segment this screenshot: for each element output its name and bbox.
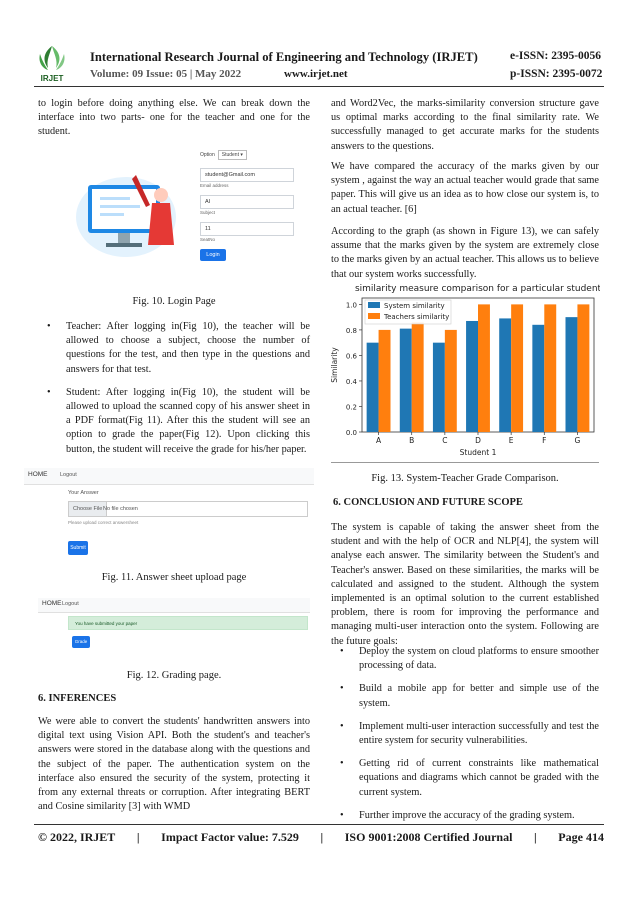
bar-teacher	[445, 330, 457, 432]
list-item: • Implement multi-user interaction successfully and test the entire system for security vulnerabilities.	[340, 720, 599, 747]
x-tick-label: D	[475, 436, 481, 445]
choose-file-button[interactable]: Choose File	[69, 502, 107, 516]
nav-home[interactable]: HOME	[42, 600, 62, 607]
no-file-text: No file chosen	[103, 506, 138, 512]
goal-item: Further improve the accuracy of the grading system.	[359, 809, 575, 821]
bar-teacher	[379, 330, 391, 432]
page-footer	[38, 830, 604, 845]
inferences-paragraph: We were able to convert the students' handwritten answers into digital text using Vision API. Both the student's and teacher's answers were stored in the database along with the questions and the subject of the paper. The authentication system on the interface also ensured the security of the system, protecting it from any external threats or corruption. After integrating BERT and Cosine similarity [3] with WMD	[38, 716, 310, 813]
list-item: • Getting rid of current constraints like mathematical equations and diagrams which cannot be graded with the current system.	[340, 758, 599, 798]
journal-title: International Research Journal of Engineering and Technology (IRJET)	[90, 50, 478, 64]
results-paragraph-2: We have compared the accuracy of the marks given by our system , against the way an actual teacher would grade that same paper. This will give us an idea as to how close our system is, to an actual teacher. [6]	[331, 161, 599, 215]
navbar	[38, 598, 310, 613]
role-select[interactable]: Student ▾	[218, 150, 247, 160]
grading-page-screenshot	[38, 598, 310, 652]
bar-teacher	[577, 304, 589, 432]
x-tick-label: A	[376, 436, 382, 445]
email-field[interactable]: student@Gmail.com	[200, 168, 294, 182]
nav-home[interactable]: HOME	[28, 471, 48, 478]
bar-system	[433, 343, 445, 432]
login-form	[200, 150, 308, 261]
goal-item: Deploy the system on cloud platforms to ensure smoother processing of data.	[359, 646, 599, 672]
fig10-caption: Fig. 10. Login Page	[132, 296, 216, 307]
login-illustration	[66, 155, 186, 270]
fig13-caption: Fig. 13. System-Teacher Grade Comparison.	[371, 473, 559, 484]
y-tick-label: 0.6	[345, 352, 357, 361]
similarity-chart-svg	[328, 280, 600, 458]
legend-swatch	[368, 313, 380, 319]
x-tick-label: E	[508, 436, 514, 445]
y-axis-label: Similarity	[330, 347, 339, 383]
inferences-heading: 6. INFERENCES	[38, 693, 117, 704]
success-alert: You have submitted your paper	[68, 616, 308, 630]
irjet-logo	[34, 44, 70, 84]
role-bullets	[38, 320, 310, 466]
y-tick-label: 0.2	[345, 403, 357, 412]
legend-label: Teachers similarity	[384, 313, 450, 321]
bar-teacher	[511, 304, 523, 432]
volume-issue: Volume: 09 Issue: 05 | May 2022	[90, 68, 242, 80]
x-tick-label: G	[574, 436, 581, 445]
email-label: Email address	[200, 183, 229, 188]
intro-paragraph: to login before doing anything else. We can break down the interface into two parts- one for the teacher and one for the student.	[38, 98, 310, 138]
seatno-label: SeatNo	[200, 237, 216, 242]
list-item: • Build a mobile app for better and simple use of the system.	[340, 683, 599, 709]
y-tick-label: 1.0	[345, 301, 357, 310]
footer-impact: Impact Factor value: 7.529	[161, 830, 299, 844]
e-issn: e-ISSN: 2395-0056	[510, 50, 602, 62]
similarity-chart	[328, 280, 600, 458]
bar-system	[532, 325, 544, 432]
nav-logout[interactable]: Logout	[60, 472, 77, 478]
list-item: • Deploy the system on cloud platforms to ensure smoother processing of data.	[340, 646, 599, 672]
results-paragraph-3: According to the graph (as shown in Figure 13), we can safely assume that the marks given by the system are extremely close to the marks given by an actual teacher. This allows us to believe that our system works successfully.	[331, 226, 599, 280]
footer-separator: |	[534, 830, 537, 844]
conclusion-heading: 6. CONCLUSION AND FUTURE SCOPE	[333, 497, 523, 508]
list-item: • Student: After logging in(Fig 10), the student will be allowed to upload the scanned copy of his answer sheet in a PDF format(Fig 11). After this the student will see an option to grade the paper(Fig 12). Upon clicking this button, the student will receive the grade for his/her paper.	[47, 386, 310, 455]
login-button[interactable]: Login	[200, 249, 226, 261]
subject-field[interactable]: AI	[200, 195, 294, 209]
navbar	[24, 468, 314, 485]
file-input[interactable]	[68, 501, 308, 517]
footer-separator: |	[320, 830, 324, 844]
bullet-student: Student: After logging in(Fig 10), the student will be allowed to upload the scanned copy of his answer sheet in a PDF format(Fig 11). After this the student will see an option to grade the paper(Fig 12). Upon clicking this button, the student will receive the grade for his/her paper.	[66, 386, 310, 455]
bar-system	[367, 343, 379, 432]
your-answer-label: Your Answer	[68, 490, 99, 496]
chart-title: similarity measure comparison for a particular student	[354, 284, 600, 294]
list-item: • Teacher: After logging in(Fig 10), the teacher will be allowed to choose a subject, choose the number of questions for the test, and then type in the questions and answers for that test.	[47, 321, 310, 375]
goal-item: Build a mobile app for better and simple use of the system.	[359, 683, 599, 709]
bar-teacher	[412, 322, 424, 432]
subject-label: Subject	[200, 210, 216, 215]
option-label: Option	[200, 152, 215, 158]
fig12-caption: Fig. 12. Grading page.	[126, 670, 222, 681]
logo-text: IRJET	[40, 74, 64, 83]
upload-page-screenshot	[24, 468, 314, 560]
footer-copyright: © 2022, IRJET	[38, 830, 116, 844]
goal-item: Getting rid of current constraints like mathematical equations and diagrams which cannot be graded with the current system.	[359, 758, 599, 798]
bar-system	[499, 318, 511, 432]
x-axis-label: Student 1	[459, 448, 497, 457]
p-issn: p-ISSN: 2395-0072	[510, 68, 603, 80]
journal-website: www.irjet.net	[284, 68, 348, 80]
y-tick-label: 0.0	[345, 429, 357, 437]
figure-rule	[331, 462, 599, 463]
x-tick-label: B	[409, 436, 415, 445]
bar-system	[400, 329, 412, 432]
legend-swatch	[368, 302, 380, 308]
x-tick-label: F	[542, 436, 547, 445]
option-row	[200, 150, 308, 160]
footer-separator: |	[136, 830, 140, 844]
bar-system	[565, 317, 577, 432]
list-item: • Further improve the accuracy of the grading system.	[340, 809, 575, 821]
footer-rule	[34, 824, 604, 825]
goal-item: Implement multi-user interaction successfully and test the entire system for security vulnerabilities.	[359, 720, 599, 747]
nav-logout[interactable]: Logout	[62, 601, 79, 607]
footer-iso: ISO 9001:2008 Certified Journal	[344, 830, 513, 844]
grade-button[interactable]: Grade	[72, 636, 90, 648]
role-select-value: Student	[221, 152, 239, 158]
results-paragraph-1: and Word2Vec, the marks-similarity conversion structure gave us optimal marks according to the final similarity rate. We successfully managed to get accurate marks for the students answers to the questions.	[331, 98, 599, 152]
y-tick-label: 0.8	[345, 326, 357, 335]
submit-button[interactable]: Submit	[68, 541, 88, 555]
seatno-field[interactable]: 11	[200, 222, 294, 236]
header-rule	[34, 86, 604, 87]
bar-system	[466, 321, 478, 432]
upload-hint: Please upload correct answersheet	[68, 520, 139, 525]
bar-teacher	[478, 304, 490, 432]
footer-page: Page 414	[558, 830, 604, 844]
y-tick-label: 0.4	[345, 377, 357, 386]
bar-teacher	[544, 304, 556, 432]
legend-label: System similarity	[384, 302, 445, 310]
fig11-caption: Fig. 11. Answer sheet upload page	[101, 572, 247, 583]
bullet-teacher: Teacher: After logging in(Fig 10), the teacher will be allowed to choose a subject, choose the number of questions for the test, and then type in the questions and answers for that test.	[66, 321, 310, 375]
future-goals	[331, 645, 599, 832]
conclusion-paragraph: The system is capable of taking the answer sheet from the student and with the help of OCR and NLP[4], the system will analyse each answer. The similarity between the Student's and Teacher's answer. Based on these similarities, the marks will be calculated and assigned to the student. Although the system implemented is an optimal solution to the current established problem, there is room for improving the performance and managing multi-user interaction onto the system. Following are the future goals:	[331, 522, 599, 647]
x-tick-label: C	[442, 436, 448, 445]
